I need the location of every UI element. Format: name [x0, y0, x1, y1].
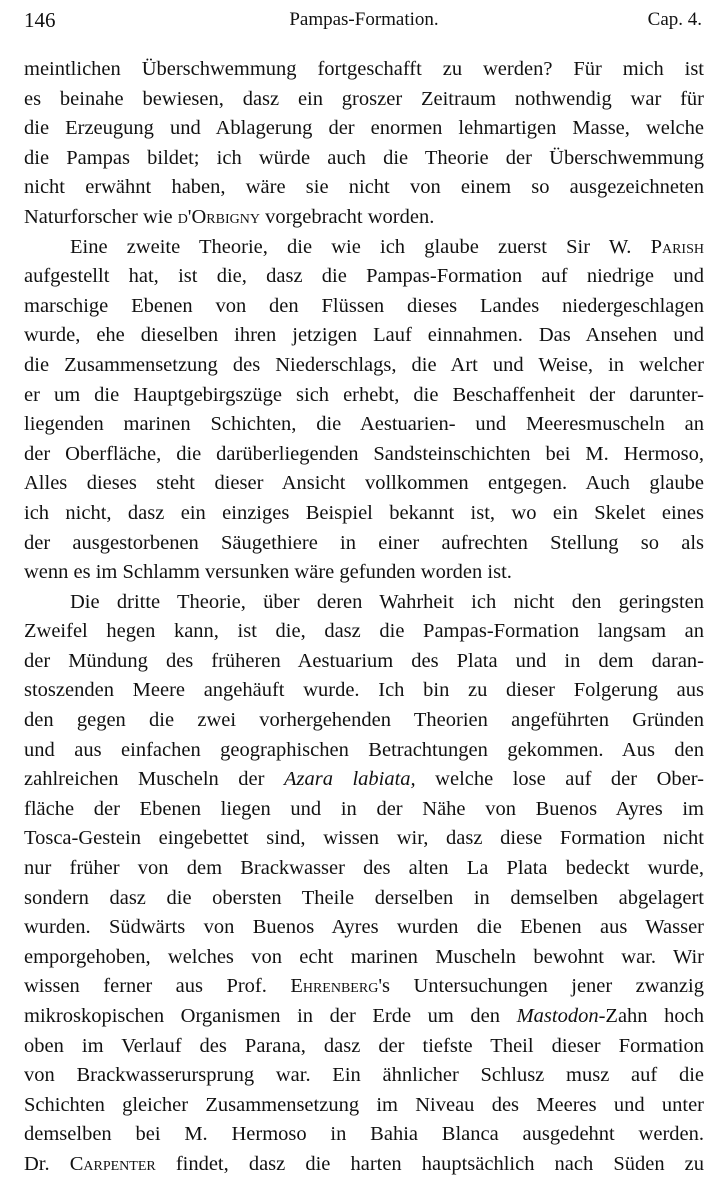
text-run: zahlreichen Muscheln der: [24, 768, 284, 791]
running-title: Pampas-Formation.: [289, 9, 439, 30]
text-run: den gegen die zwei vorhergehenden Theorien angeführten Gründen: [24, 709, 704, 732]
text-run: Eine zweite Theorie, die wie ich glaube zuerst Sir W.: [70, 235, 651, 258]
text-run: Schichten gleicher Zusammensetzung im Niveau des Meeres und unter: [24, 1093, 704, 1116]
text-line: [24, 85, 704, 115]
text-line: [24, 1061, 704, 1091]
text-run: wissen ferner aus Prof.: [24, 975, 291, 998]
text-run: meintlichen Überschwemmung fortgeschafft zu werden? Für mich ist: [24, 58, 704, 80]
text-run: fläche der Ebenen liegen und in der Nähe von Buenos Ayres im: [24, 797, 704, 820]
text-line: [24, 469, 704, 499]
small-caps-name: Ehrenberg: [290, 975, 379, 998]
text-line: [24, 499, 704, 529]
body-text: [24, 55, 704, 1180]
text-run: vorgebracht worden.: [259, 205, 435, 228]
text-run: nicht erwähnt haben, wäre sie nicht von einem so ausgezeichneten: [24, 176, 704, 199]
text-line: [24, 736, 704, 766]
text-run: Die dritte Theorie, über deren Wahrheit ich nicht den geringsten: [70, 590, 704, 613]
small-caps-name: Carpenter: [69, 1152, 156, 1175]
text-run: die Erzeugung und Ablagerung der enormen lehmartigen Masse, welche: [24, 117, 704, 140]
text-run: aufgestellt hat, ist die, dasz die Pampas-Formation auf niedrige und: [24, 265, 704, 288]
text-line: [24, 765, 704, 795]
text-line: [24, 854, 704, 884]
paragraph-first-line: [24, 588, 704, 618]
text-line: [24, 440, 704, 470]
text-run: die Pampas bildet; ich würde auch die Theorie der Überschwemmung: [24, 146, 704, 169]
text-run: es beinahe bewiesen, dasz ein groszer Zeitraum nothwendig war für: [24, 87, 704, 110]
small-caps-name: Parish: [650, 235, 704, 258]
text-run: wurden. Südwärts von Buenos Ayres wurden die Ebenen aus Wasser: [24, 916, 704, 939]
text-run: von Brackwasserursprung war. Ein ähnlicher Schlusz musz auf die: [24, 1064, 704, 1087]
text-line: [24, 529, 704, 559]
text-run: demselben bei M. Hermoso in Bahia Blanca ausgedehnt werden.: [24, 1123, 704, 1146]
text-line: [24, 1120, 704, 1150]
text-run: der Oberfläche, die darüberliegenden Sandsteinschichten bei M. Hermoso,: [24, 442, 704, 465]
text-line: [24, 173, 704, 203]
text-run: Naturforscher wie: [24, 205, 178, 228]
text-line: [24, 647, 704, 677]
text-run: Dr.: [24, 1152, 70, 1175]
text-line: [24, 381, 704, 411]
text-line: [24, 617, 704, 647]
text-run: Alles dieses steht dieser Ansicht vollkommen entgegen. Auch glaube: [24, 472, 704, 495]
text-line: [24, 262, 704, 292]
text-run: ich nicht, dasz ein einziges Beispiel bekannt ist, wo ein Skelet eines: [24, 501, 704, 524]
text-line: [24, 1150, 704, 1180]
text-line: [24, 913, 704, 943]
small-caps-name: d'Orbigny: [177, 205, 260, 228]
text-run: mikroskopischen Organismen in der Erde um den: [24, 1005, 517, 1027]
italic-term: Azara labiata,: [283, 768, 416, 791]
text-line: [24, 292, 704, 322]
text-run: liegenden marinen Schichten, die Aestuarien- und Meeresmuscheln an: [24, 413, 704, 436]
text-line: [24, 410, 704, 440]
text-line: [24, 824, 704, 854]
italic-term: Mastodon: [516, 1005, 599, 1027]
chapter-label: Cap. 4.: [647, 9, 702, 30]
text-run: nur früher von dem Brackwasser des alten La Plata bedeckt wurde,: [24, 857, 704, 880]
text-line: [24, 351, 704, 381]
text-run: der Mündung des früheren Aestuarium des Plata und in dem daran-: [24, 649, 704, 672]
text-line: [24, 943, 704, 973]
text-run: oben im Verlauf des Parana, dasz der tiefste Theil dieser Formation: [24, 1034, 704, 1057]
text-line: [24, 1032, 704, 1062]
text-line: [24, 1091, 704, 1121]
text-run: Tosca-Gestein eingebettet sind, wissen wir, dasz diese Formation nicht: [24, 827, 704, 850]
running-header: [24, 8, 704, 32]
page-number: 146: [24, 8, 56, 32]
text-line: [24, 558, 704, 588]
text-run: wurde, ehe dieselben ihren jetzigen Lauf einnahmen. Das Ansehen und: [24, 324, 704, 347]
text-line: [24, 972, 704, 1002]
text-run: der ausgestorbenen Säugethiere in einer aufrechten Stellung so als: [24, 531, 704, 554]
text-line: [24, 884, 704, 914]
text-line: [24, 676, 704, 706]
text-run: er um die Hauptgebirgszüge sich erhebt, die Beschaffenheit der darunter-: [24, 383, 704, 406]
text-run: marschige Ebenen von den Flüssen dieses Landes niedergeschlagen: [24, 294, 704, 317]
text-line: [24, 55, 704, 85]
text-line: [24, 114, 704, 144]
text-run: die Zusammensetzung des Niederschlags, die Art und Weise, in welcher: [24, 353, 704, 376]
text-line: [24, 706, 704, 736]
text-run: welche lose auf der Ober-: [415, 768, 704, 791]
text-run: sondern dasz die obersten Theile derselben in demselben abgelagert: [24, 886, 704, 909]
text-line: [24, 795, 704, 825]
text-run: emporgehoben, welches von echt marinen Muscheln bewohnt war. Wir: [24, 945, 704, 968]
text-run: 's Untersuchungen jener zwanzig: [378, 975, 704, 998]
text-run: -Zahn hoch: [598, 1005, 704, 1027]
text-run: stoszenden Meere angehäuft wurde. Ich bin zu dieser Folgerung aus: [24, 679, 704, 702]
paragraph-first-line: [24, 233, 704, 263]
text-run: wenn es im Schlamm versunken wäre gefunden worden ist.: [24, 561, 512, 584]
text-line: [24, 1002, 704, 1032]
text-run: und aus einfachen geographischen Betrachtungen gekommen. Aus den: [24, 738, 704, 761]
text-line: [24, 144, 704, 174]
text-line: [24, 203, 704, 233]
text-run: findet, dasz die harten hauptsächlich nach Süden zu: [155, 1152, 704, 1175]
text-run: Zweifel hegen kann, ist die, dasz die Pampas-Formation langsam an: [24, 620, 704, 643]
text-line: [24, 321, 704, 351]
